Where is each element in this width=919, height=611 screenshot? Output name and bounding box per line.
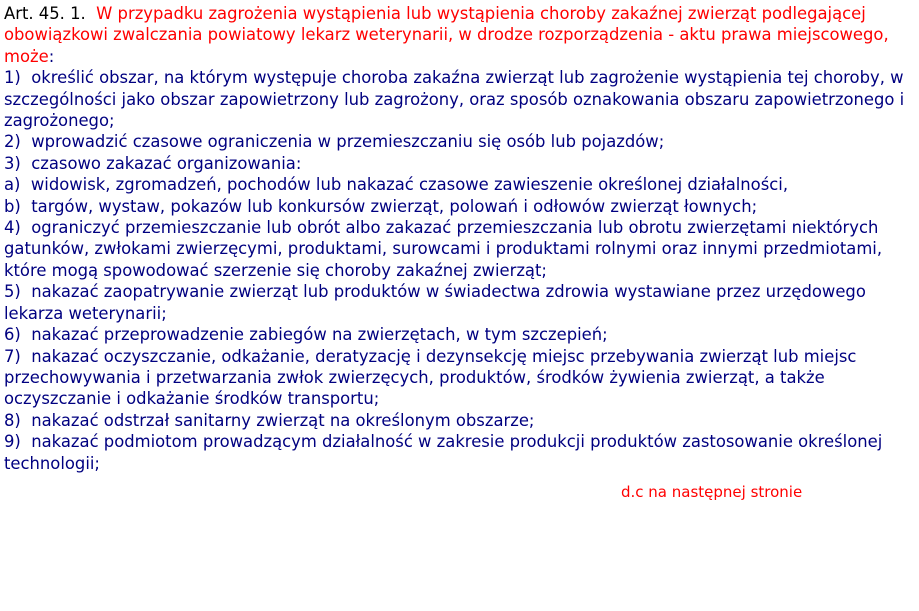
item-text: nakazać odstrzał sanitarny zwierząt na określonym obszarze; <box>31 410 535 430</box>
article-intro-colon: : <box>48 46 55 66</box>
continuation-note: d.c na następnej stronie <box>621 483 803 501</box>
item-text: ograniczyć przemieszczanie lub obrót albo zakazać przemieszczania lub obrotu zwierzętami niektórych gatunków, zwłokami zwierzęcymi, produktami, surowcami i produktami rolnymi oraz innymi przedmiotami, które mogą spowodować szerzenie się choroby zakaźnej zwierząt; <box>4 218 883 280</box>
article-number: Art. 45. 1. <box>4 4 86 23</box>
item-number: b) <box>4 196 21 216</box>
item-text: nakazać oczyszczanie, odkażanie, deratyzację i dezynsekcję miejsc przebywania zwierząt lub miejsc przechowywania i przetwarzania zwłok zwierzęcych, produktów, środków żywienia zwierząt, a także oczyszczanie i odkażanie środków transportu; <box>4 346 857 409</box>
item-text: targów, wystaw, pokazów lub konkursów zwierząt, polowań i odłowów zwierząt łownych; <box>31 196 758 216</box>
article-intro <box>4 3 917 67</box>
item-number: 8) <box>4 410 21 430</box>
article-intro-text: W przypadku zagrożenia wystąpienia lub wystąpienia choroby zakaźnej zwierząt podlegającej obowiązkowi zwalczania powiatowy lekarz weterynarii, w drodze rozporządzenia - aktu prawa miejscowego, może <box>4 4 889 66</box>
item-number: 6) <box>4 325 21 345</box>
item-number: 5) <box>4 282 21 302</box>
list-item <box>4 67 917 131</box>
list-item <box>4 217 917 281</box>
list-item <box>4 324 917 345</box>
list-item <box>4 410 917 431</box>
list-item <box>4 131 917 152</box>
item-number: 9) <box>4 432 21 452</box>
list-item <box>4 346 917 410</box>
list-item <box>4 196 917 217</box>
item-number: 1) <box>4 68 21 88</box>
list-item <box>4 281 917 324</box>
list-item <box>4 174 917 195</box>
item-text: nakazać zaopatrywanie zwierząt lub produktów w świadectwa zdrowia wystawiane przez urzędowego lekarza weterynarii; <box>4 282 866 323</box>
list-item <box>4 431 917 474</box>
item-number: 3) <box>4 153 21 173</box>
list-item <box>4 153 917 174</box>
item-number: 2) <box>4 132 21 152</box>
document-body <box>4 3 917 474</box>
item-text: określić obszar, na którym występuje choroba zakaźna zwierząt lub zagrożenie wystąpienia tej choroby, w szczególności jako obszar zapowietrzony lub zagrożony, oraz sposób oznakowania obszaru zapowietrzonego i zagrożonego; <box>4 68 905 131</box>
item-text: wprowadzić czasowe ograniczenia w przemieszczaniu się osób lub pojazdów; <box>31 132 665 152</box>
item-number: a) <box>4 175 21 195</box>
item-text: czasowo zakazać organizowania: <box>31 153 302 173</box>
item-number: 7) <box>4 346 21 366</box>
item-text: widowisk, zgromadzeń, pochodów lub nakazać czasowe zawieszenie określonej działalności, <box>30 175 789 195</box>
item-text: nakazać podmiotom prowadzącym działalność w zakresie produkcji produktów zastosowanie określonej technologii; <box>4 432 883 473</box>
item-text: nakazać przeprowadzenie zabiegów na zwierzętach, w tym szczepień; <box>31 325 608 345</box>
item-number: 4) <box>4 218 21 238</box>
